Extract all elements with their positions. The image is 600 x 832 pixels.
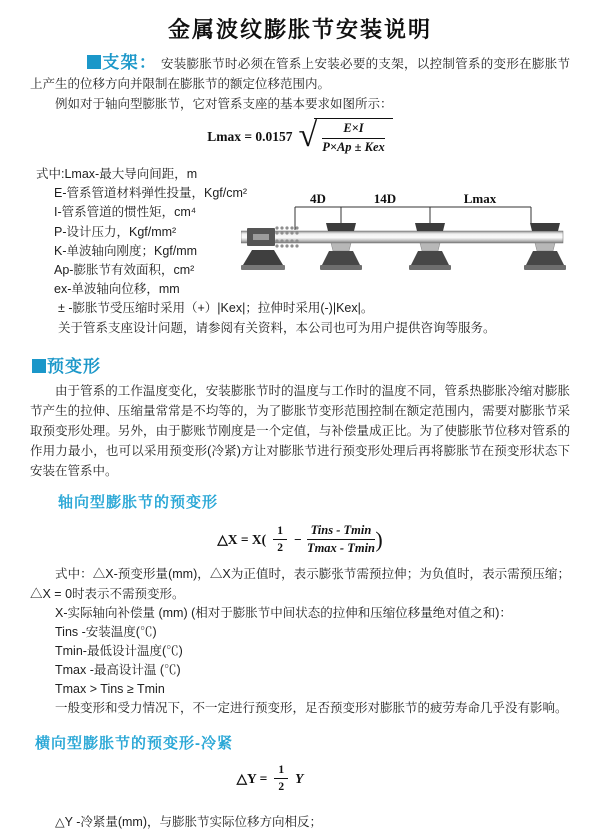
- lateral-formula-rhs: Y: [295, 770, 304, 786]
- page-title: 金属波纹膨胀节安装说明: [167, 17, 432, 42]
- fraction-denominator: Tmax - Tmin: [306, 541, 375, 556]
- radical-symbol: √: [298, 116, 318, 154]
- lateral-formula-lhs: △Y =: [236, 770, 268, 786]
- fraction-denominator: 2: [277, 542, 283, 555]
- fraction-numerator: 1: [273, 524, 287, 540]
- x-definition-line: X-实际轴向补偿量 (mm) (相对于膨胀节中间状态的拉伸和压缩位移量绝对值之和)：: [55, 605, 512, 620]
- plus-minus-note: ± -膨胀节受压缩时采用（+）|Kex|；拉伸时采用(-)|Kex|。: [58, 301, 374, 316]
- lateral-subsection-heading: 横向型膨胀节的预变形-冷紧: [35, 734, 233, 752]
- radical-icon: [299, 118, 393, 155]
- temperature-fraction: [307, 523, 376, 557]
- support-section-heading: 支架：: [102, 53, 158, 72]
- close-paren: ): [375, 526, 383, 552]
- definition-line: Ap-膨胀节有效面积，cm²: [54, 263, 195, 278]
- support-intro-paragraph: [30, 53, 570, 94]
- guide-support: [524, 223, 566, 270]
- definition-line: 式中:Lmax-最大导向间距，m: [36, 167, 198, 181]
- dim-label-4d: 4D: [310, 191, 326, 206]
- definition-line: E-管系管道材料弹性投量，Kgf/cm²: [54, 186, 248, 201]
- lmax-formula: [0, 116, 600, 158]
- axial-subsection-heading: 轴向型膨胀节的预变形: [58, 493, 219, 511]
- predeform-section-heading: [32, 352, 600, 377]
- radical-body: [314, 118, 393, 155]
- support-intro-text: 安装膨胀节时必须在管系上安装必要的支架，以控制管系的变形在膨胀节上产生的位移方向并限制在膨胀节的额定位移范围内。: [30, 57, 570, 91]
- predeform-heading-text: 预变形: [47, 356, 101, 376]
- fraction-numerator: 1: [274, 763, 288, 779]
- definition-line: K-单波轴向刚度；Kgf/mm: [54, 243, 198, 258]
- predeform-body-text: 由于管系的工作温度变化，安装膨胀节时的温度与工作时的温度不同，管系热膨胀冷缩对膨胀节产生的拉伸、压缩量常常是不均等的，为了膨胀节变形范围控制在额定范围内，需要对膨胀节采取预变形处理。另外，由于膨账节刚度是一个定值，与补偿量成正比。为了使膨胀节位移对管系的作用力最小，也可以采用预变形(冷紧)方让对膨胀节进行预变形处理后再将膨胀节在预变形状态下安装在管系中。: [30, 383, 570, 478]
- definition-line: I-管系管道的惯性矩，cm⁴: [54, 205, 197, 220]
- pipe-support-diagram: [241, 190, 597, 286]
- temperature-definition-line: Tmax -最高设计温 (℃): [55, 662, 181, 677]
- lateral-formula: [0, 759, 570, 799]
- section-square-icon: [87, 55, 101, 69]
- support-example-text: 例如对于轴向型膨胀节，它对管系支座的基本要求如图所示：: [55, 97, 393, 111]
- axial-note-line: 一般变形和受力情况下，不一定进行预变形，足否预变形对膨胀节的疲劳寿命几乎没有影响。: [55, 700, 568, 715]
- fraction-numerator: Tins - Tmin: [307, 523, 376, 541]
- minus-sign: −: [293, 531, 302, 547]
- lmax-formula-lhs: Lmax = 0.0157: [207, 129, 293, 144]
- fraction-numerator: E×I: [322, 121, 385, 139]
- axial-formula-lhs: △X = X(: [217, 531, 267, 547]
- temperature-relation-line: Tmax > Tins ≥ Tmin: [55, 681, 165, 696]
- pipe: [241, 231, 563, 243]
- dim-label-14d: 14D: [373, 191, 397, 206]
- axial-formula: [0, 518, 600, 562]
- section-square-icon: [32, 359, 46, 373]
- consulting-note: 关于管系支座设计问题，请参阅有关资料，本公司也可为用户提供咨询等服务。: [58, 320, 496, 335]
- definition-line: ex-单波轴向位移，mm: [54, 282, 180, 297]
- dim-label-lmax: Lmax: [463, 191, 497, 206]
- temperature-definition-line: Tins -安装温度(℃): [55, 624, 157, 639]
- definition-line: P-设计压力，Kgf/mm²: [54, 224, 177, 239]
- guide-support: [320, 223, 362, 270]
- axial-where-text: 式中：△X-预变形量(mm)，△X为正值时，表示膨张节需预拉伸；为负值时，表示需预压缩；△X = 0时表示不需预变形。: [30, 566, 570, 601]
- guide-support: [409, 223, 451, 270]
- one-half-fraction: [274, 763, 288, 795]
- temperature-definition-line: Tmin-最低设计温度(℃): [55, 643, 183, 658]
- fraction-denominator: P×Ap ± Kex: [322, 140, 385, 154]
- lateral-note-line: △Y -冷紧量(mm)，与膨胀节实际位移方向相反；: [55, 814, 323, 829]
- one-half-fraction: [273, 524, 287, 556]
- lmax-formula-fraction: [322, 121, 385, 155]
- fraction-denominator: 2: [278, 781, 285, 794]
